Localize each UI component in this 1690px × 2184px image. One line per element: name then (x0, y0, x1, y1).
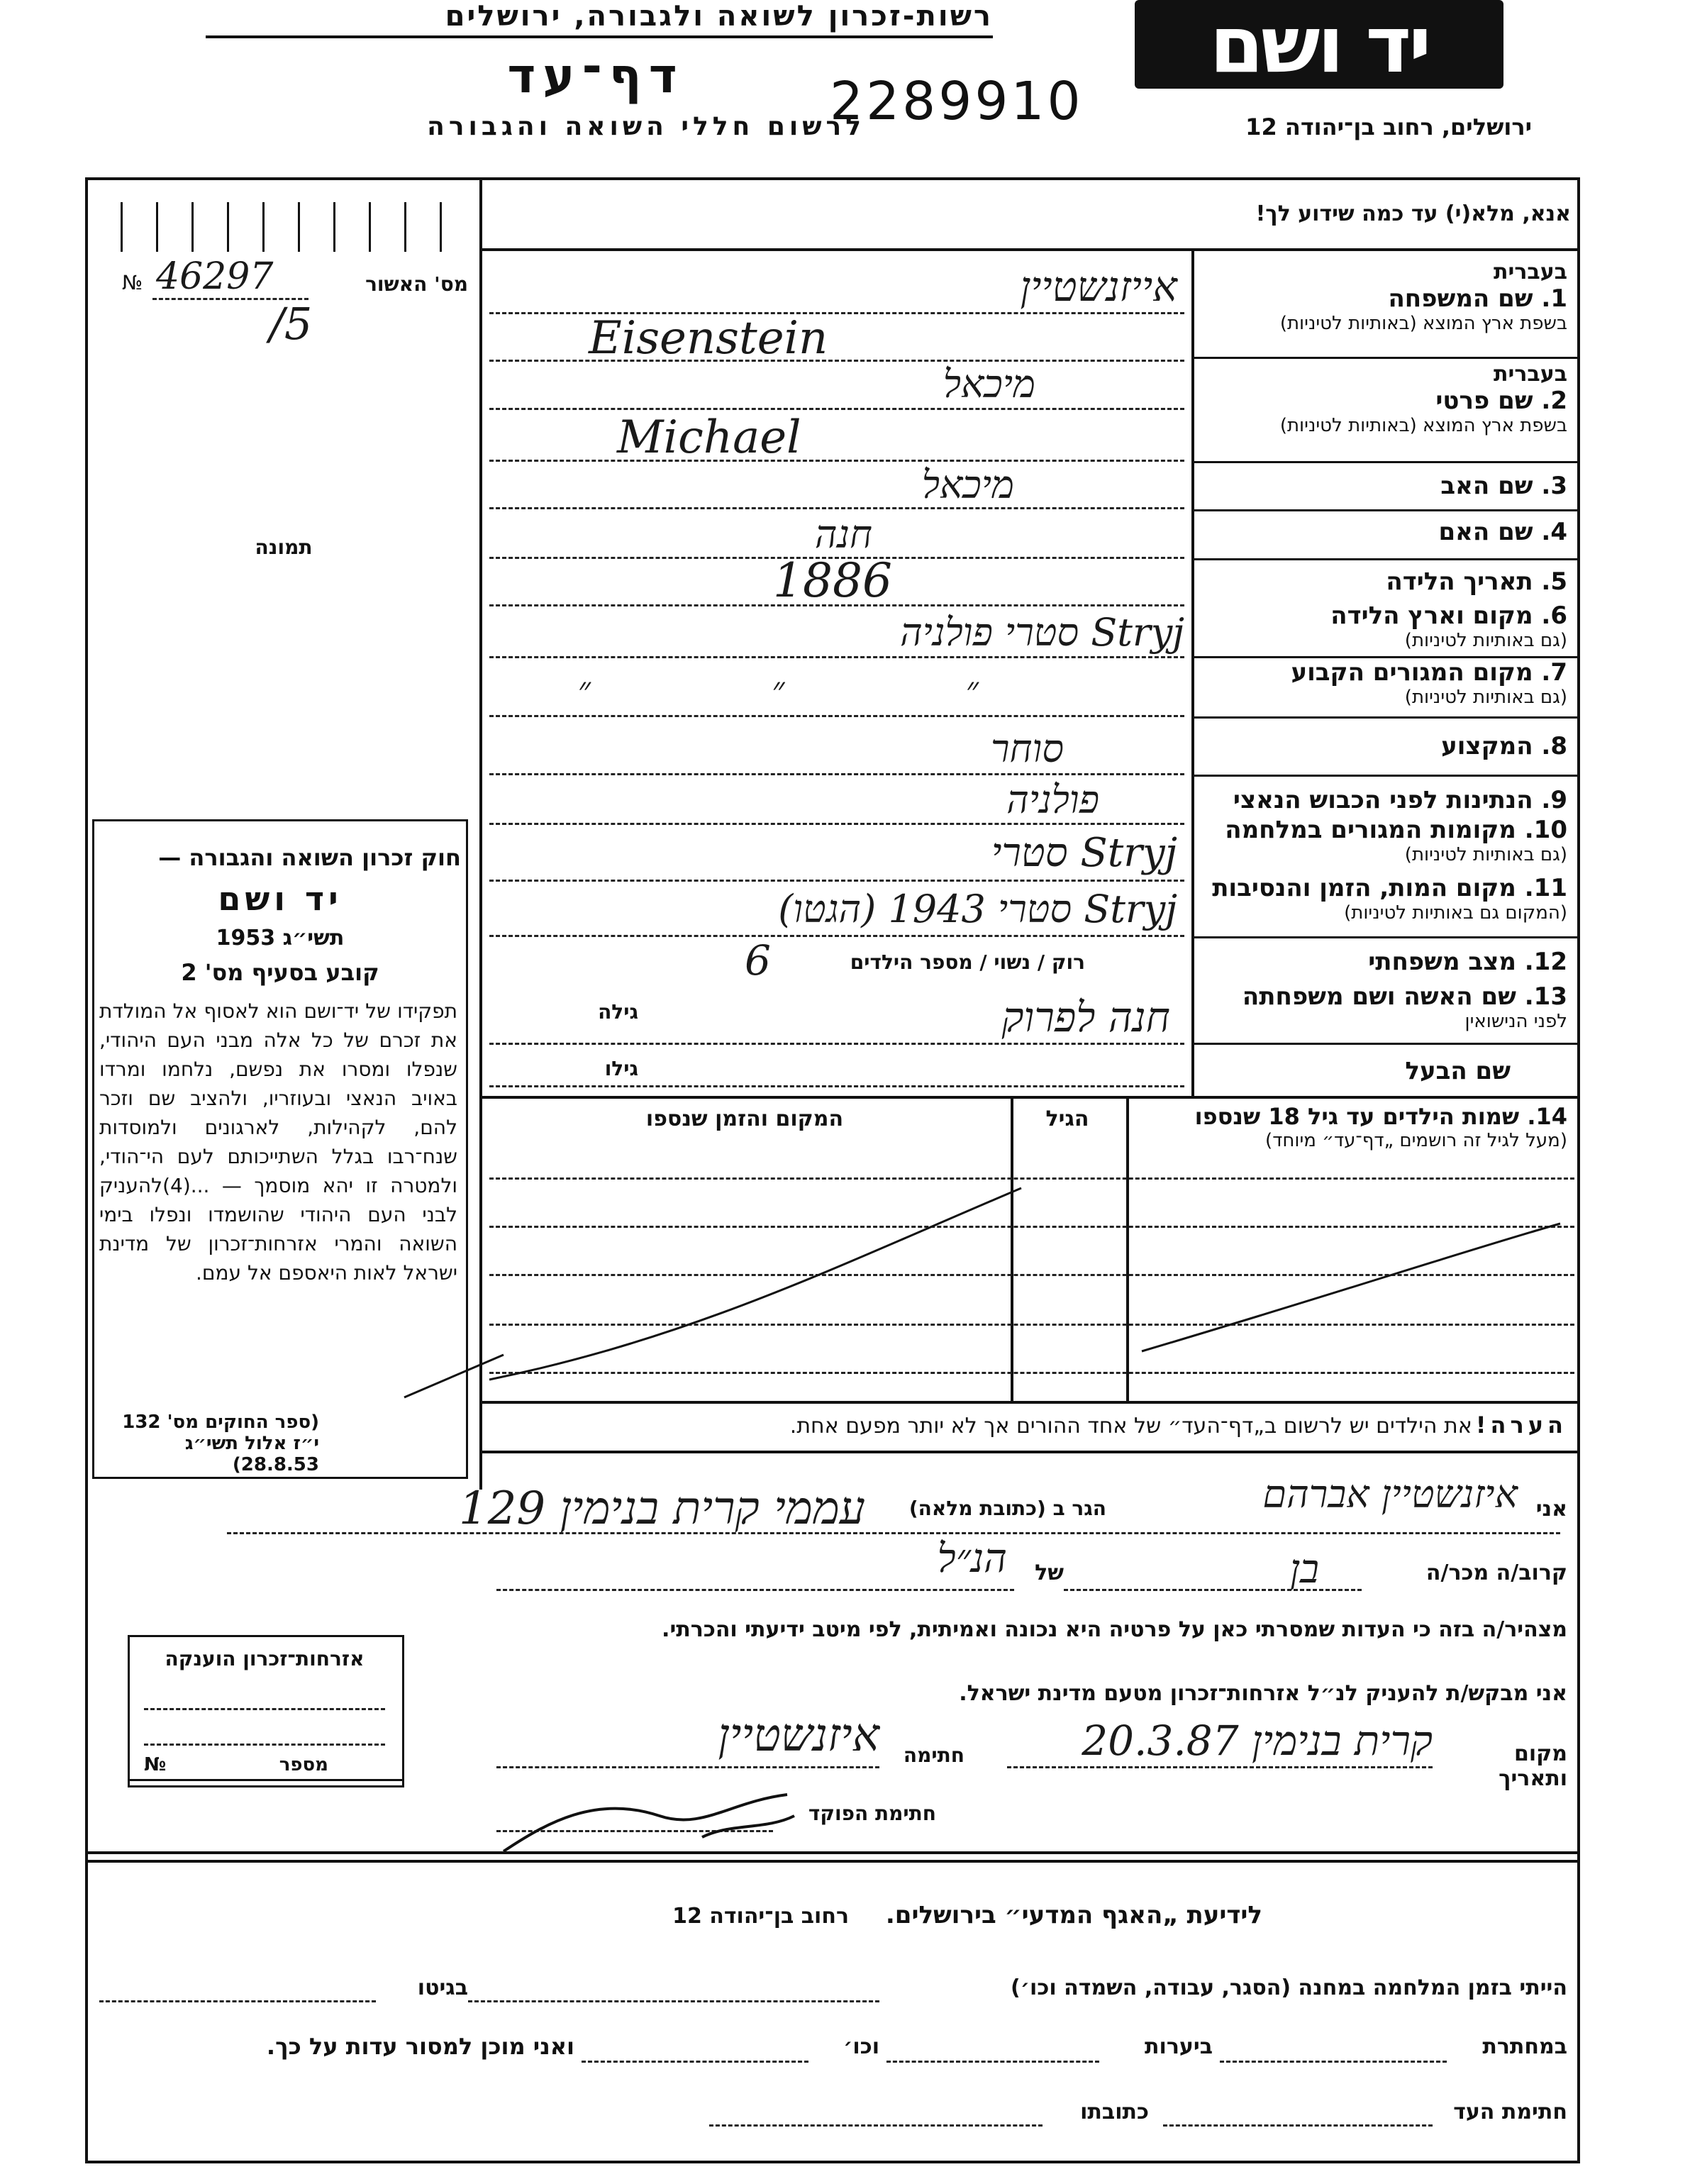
f4-value: חנה (814, 512, 872, 557)
children-sub: (מעל לגיל זה רושמים „דף־עד״ מיוחד) (1265, 1130, 1567, 1151)
f13-value: חנה לפרוק (1001, 993, 1170, 1041)
note-row (489, 1412, 1567, 1447)
value-line (489, 715, 1184, 717)
relation-value: בן (1289, 1546, 1319, 1592)
footer-divider (85, 1851, 1580, 1854)
field-1-sub-b: בשפת ארץ המוצא (באותיות לטיניות) (1279, 313, 1567, 334)
law-body: תפקידו של יד־ושם הוא לאסוף אל המולדת את זכרם של כל אלה מבני העם היהודי, שנפלו ומסרו את נפשם, נלחמו ומרדו באויב הנאצי ובעוזריו, ולהציב שם וזכר להם, לקהילות, לארגונים ולמוסדות שנח־רבו בגלל השתייכותם לעם הי־הודי, ולמטרה זו יהא מוסמך — ...(4)להעניק לבני העם היהודי שהושמדו ונפלו בימי השואה והמרי אזרחות־זכרון של מדינת ישראל לאות היאספם אל עמם. (99, 999, 457, 1285)
field-7-sub: (גם באותיות לטיניות) (1404, 687, 1567, 708)
footer-blank (99, 2000, 376, 2002)
footer-line2-a: במחתרת (1482, 2034, 1567, 2059)
children-age-col: הגיל (1045, 1107, 1089, 1131)
row-sep (1191, 357, 1580, 359)
footer-line2-b: ביערות (1145, 2034, 1213, 2059)
wife-age-label: גילה (598, 1000, 638, 1024)
field-13-sub: לפני הנישואין (1464, 1011, 1567, 1032)
signature-value: איזנשטיין (718, 1709, 879, 1762)
field-13 (1199, 982, 1567, 1039)
value-line (489, 656, 1184, 658)
footer-blank (582, 2061, 808, 2063)
f1-hebrew-value: אייזנשטיין (1020, 262, 1177, 311)
request: אני מבקש/ת להעניק לנ״ל אזרחות־זכרון מטעם מדינת ישראל. (959, 1681, 1567, 1706)
field-10-label: 10. מקומות המגורים במלחמה (1225, 816, 1567, 844)
field-2-label: 2. שם פרטי (1435, 387, 1567, 415)
address-line (227, 1532, 1560, 1534)
value-line (489, 880, 1184, 882)
law-year: תשי״ג 1953 (216, 926, 345, 950)
relative-label: קרוב/ה מכר/ה (1425, 1561, 1567, 1585)
approval-fraction: /5 (269, 298, 313, 350)
intro-divider (482, 248, 1580, 251)
law-ref-1: (ספר החוקים מס' 132 (122, 1412, 319, 1433)
note-text: את הילדים יש לרשום ב„דף־העד״ של אחד ההורים אך לא יותר מפעם אחת. (789, 1414, 1472, 1439)
field-10-sub: (גם באותיות לטיניות) (1404, 844, 1567, 865)
officer-label: חתימת הפוקד (808, 1802, 936, 1825)
signature-label: חתימה (903, 1744, 964, 1767)
field-11-label: 11. מקום המות, הזמן והנסיבות (1212, 874, 1567, 902)
intro-text: אנא, מלא(י) עד כמה שידוע לך! (1255, 201, 1571, 226)
citizenship-line (144, 1708, 385, 1710)
relation-line (1064, 1589, 1362, 1591)
f10-value: Stryj סטרי (991, 830, 1177, 876)
field-13-label: 13. שם האשה ושם משפחתה (1242, 982, 1567, 1011)
row-sep (1191, 775, 1580, 777)
resident-label: הגר ב (כתובת מלאה) (908, 1497, 1106, 1520)
footer-line1-b: בגיטו (417, 1975, 468, 2000)
footer-line1-a: הייתי בזמן המלחמה במחנה (הסגר, עבודה, השמדה וכו׳) (1011, 1975, 1567, 2000)
row-sep (1191, 656, 1580, 658)
f2-latin-value: Michael (617, 411, 801, 464)
footer-divider-2 (85, 1860, 1580, 1863)
value-line (489, 507, 1184, 509)
row-sep (1191, 716, 1580, 719)
f8-value: סוחר (990, 726, 1064, 771)
citizenship-line (144, 1744, 385, 1746)
declarant-address: עממי קרית בנימין 129 (458, 1482, 865, 1535)
logo-text: יד ושם (1209, 0, 1429, 90)
f3-value: מיכאל (921, 462, 1014, 507)
authority-underline (206, 35, 993, 38)
yad-vashem-logo (1135, 0, 1503, 89)
citizenship-number-label: מספר (279, 1754, 328, 1775)
place-date-label: מקום ותאריך (1499, 1741, 1567, 1791)
law-strike (397, 1319, 511, 1404)
footer-heading-text: לידיעת „האגף המדעי״ בירושלים. (885, 1901, 1262, 1929)
approval-tick-strip (106, 202, 468, 252)
f7-value: ״ ״ ״ (577, 670, 1064, 709)
field-6-label: 6. מקום וארץ הלידה (1330, 602, 1567, 630)
note-top-line (482, 1401, 1580, 1404)
footer-blank (886, 2061, 1099, 2063)
field-1-sub-a: בעברית (1494, 260, 1567, 284)
field-11 (1199, 874, 1567, 931)
place-date-line (1007, 1766, 1433, 1768)
place-date-value: קרית בנימין 20.3.87 (1082, 1717, 1433, 1765)
row-sep (1191, 461, 1580, 463)
of-label: של (1035, 1561, 1064, 1585)
law-ref (92, 1412, 319, 1475)
photo-label: תמונה (255, 536, 313, 559)
note-bottom-line (482, 1451, 1580, 1453)
law-clause: קובע בסעיף מס' 2 (181, 959, 379, 986)
authority-title: רשות-זכרון לשואה ולגבורה, ירושלים (445, 0, 993, 33)
f2-hebrew-value: מיכאל (943, 362, 1035, 406)
field-3-label: 3. שם האב (1440, 472, 1567, 500)
form-subtitle: לרשום חללי השואה והגבורה (427, 112, 865, 141)
value-line (489, 773, 1184, 775)
footer-blank (1163, 2124, 1433, 2127)
children-place-col: המקום והזמן שנספו (645, 1107, 844, 1131)
husband-label: שם הבעל (1405, 1057, 1511, 1085)
f9-value: פולניה (1006, 777, 1099, 822)
statement: מצהיר/ה בזה כי העדות שמסרתי כאן על פרטיה היא נכונה ואמיתית, לפי מיטב ידיעתי והכרתי. (662, 1617, 1567, 1642)
field-7-label: 7. מקום המגורים הקבוע (1291, 658, 1567, 687)
footer-blank (468, 2000, 879, 2002)
row-sep (1191, 936, 1580, 938)
children-label: 14. שמות הילדים עד גיל 18 שנספו (1194, 1103, 1567, 1130)
approval-label: מס' האשור (365, 272, 468, 296)
field-11-sub: (המקום גם באותיות לטיניות) (1344, 902, 1567, 924)
field-2 (1199, 362, 1567, 454)
header-address: ירושלים, רחוב בן־יהודה 12 (1245, 113, 1532, 140)
value-line (489, 1043, 1184, 1045)
field-8-label: 8. המקצוע (1441, 732, 1567, 760)
of-value: הנ״ל (937, 1536, 1007, 1582)
citizenship-bottom (130, 1779, 402, 1781)
value-line (489, 1085, 1184, 1087)
of-line (496, 1589, 1014, 1591)
field-5-label: 5. תאריך הלידה (1386, 567, 1567, 596)
citizenship-title: אזרחות־זכרון הוענקה (165, 1647, 365, 1670)
f11-value: Stryj סטרי 1943 (הגטו) (778, 887, 1177, 931)
note-label: הערה! (1475, 1412, 1567, 1439)
field-10 (1199, 816, 1567, 872)
citizenship-no: № (144, 1754, 167, 1775)
footer-line2-c: וכו׳ (843, 2034, 879, 2059)
field-6-sub: (גם באותיות לטיניות) (1404, 630, 1567, 651)
field-7 (1199, 658, 1567, 715)
footer-line3-b: כתובתו (1080, 2100, 1149, 2124)
value-line (489, 935, 1184, 937)
serial-number: 2289910 (830, 71, 1084, 132)
field-1-label: 1. שם המשפחה (1388, 284, 1567, 313)
field-6 (1199, 602, 1567, 658)
footer-heading (496, 1901, 1262, 1936)
footer-line2-d: ואני מוכן למסור עדות על כך. (266, 2033, 574, 2060)
approval-no-symbol: № (122, 271, 143, 294)
signature-line (496, 1766, 879, 1768)
field-9-label: 9. הנתינות לפני הכבוש הנאצי (1233, 786, 1567, 814)
f12-options: רוק / נשוי / מספר הילדים (850, 950, 1085, 974)
row-sep (1191, 1043, 1580, 1045)
husband-age-label: גילו (604, 1057, 638, 1080)
f12-value: 6 (745, 936, 771, 985)
footer-blank (709, 2124, 1043, 2127)
law-title: חוק זכרון השואה והגבורה — (158, 844, 461, 871)
f5-value: 1886 (773, 553, 892, 608)
form-name: דף־עד (507, 48, 684, 104)
row-sep (1191, 509, 1580, 511)
row-sep (1191, 558, 1580, 560)
value-line (489, 823, 1184, 825)
declarant-name: איזנשטיין אברהם (1262, 1472, 1518, 1517)
citizenship-box (128, 1635, 404, 1787)
law-name: יד ושם (218, 880, 343, 918)
field-1 (1199, 260, 1567, 352)
label-column-divider (1191, 248, 1194, 1096)
approval-number: 46297 (156, 255, 274, 298)
f1-latin-value: Eisenstein (589, 312, 828, 365)
footer-blank (1220, 2061, 1447, 2063)
children-strikethrough (482, 1096, 1580, 1404)
f6-value: Stryj סטרי פולניה (900, 610, 1184, 655)
i-prefix: אני (1535, 1497, 1567, 1521)
footer-line3-a: חתימת העד (1453, 2100, 1567, 2124)
footer-heading-address: רחוב בן־יהודה 12 (672, 1904, 850, 1929)
field-12-label: 12. מצב משפחתי (1368, 948, 1567, 976)
law-ref-2: י״ז אלול תשי״ג 28.8.53) (184, 1433, 319, 1475)
field-2-sub-b: בשפת ארץ המוצא (באותיות לטיניות) (1279, 415, 1567, 436)
field-4-label: 4. שם האם (1438, 518, 1567, 546)
field-2-sub-a: בעברית (1494, 362, 1567, 387)
